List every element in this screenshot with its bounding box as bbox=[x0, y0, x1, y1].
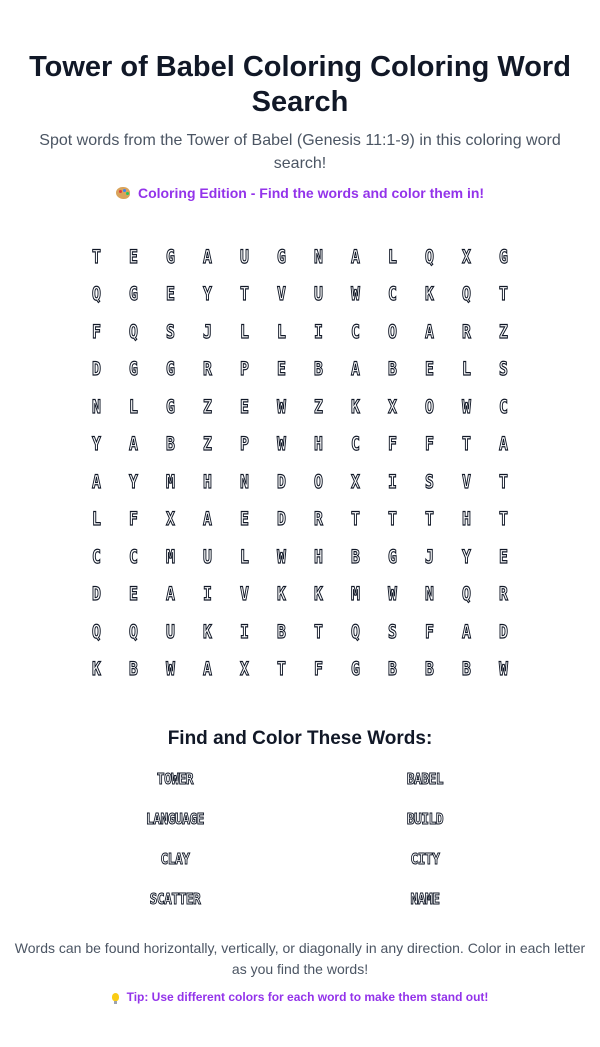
grid-cell[interactable]: A bbox=[499, 433, 508, 456]
grid-cell[interactable]: L bbox=[277, 320, 286, 343]
grid-cell[interactable]: Y bbox=[203, 283, 212, 306]
grid-cell[interactable]: B bbox=[314, 358, 323, 381]
grid-cell[interactable]: H bbox=[314, 545, 323, 568]
grid-cell[interactable]: Q bbox=[351, 620, 360, 643]
grid-cell[interactable]: W bbox=[388, 583, 397, 606]
grid-cell[interactable]: N bbox=[240, 470, 249, 493]
word-list-item: CITY bbox=[410, 850, 440, 868]
grid-cell[interactable]: E bbox=[129, 245, 138, 268]
grid-cell[interactable]: L bbox=[388, 245, 397, 268]
grid-cell[interactable]: E bbox=[499, 545, 508, 568]
grid-cell[interactable]: A bbox=[203, 658, 212, 681]
grid-cell[interactable]: C bbox=[351, 320, 360, 343]
grid-cell[interactable]: C bbox=[499, 395, 508, 418]
letter-grid bbox=[77, 238, 523, 688]
grid-cell[interactable]: T bbox=[499, 283, 508, 306]
grid-cell[interactable]: B bbox=[351, 545, 360, 568]
word-list bbox=[50, 770, 550, 930]
grid-cell[interactable]: W bbox=[277, 545, 286, 568]
palette-icon bbox=[116, 187, 130, 199]
grid-cell[interactable]: D bbox=[499, 620, 508, 643]
grid-cell[interactable]: S bbox=[425, 470, 434, 493]
grid-cell[interactable]: M bbox=[166, 545, 175, 568]
grid-cell[interactable]: B bbox=[277, 620, 286, 643]
grid-cell[interactable]: U bbox=[166, 620, 175, 643]
word-list-item: SCATTER bbox=[149, 890, 201, 908]
word-list-item: LANGUAGE bbox=[145, 810, 205, 828]
grid-cell[interactable]: B bbox=[462, 658, 471, 681]
grid-cell[interactable]: A bbox=[166, 583, 175, 606]
grid-cell[interactable]: F bbox=[425, 620, 434, 643]
grid-cell[interactable]: C bbox=[129, 545, 138, 568]
grid-cell[interactable]: X bbox=[240, 658, 249, 681]
grid-cell[interactable]: N bbox=[92, 395, 101, 418]
grid-cell[interactable]: T bbox=[240, 283, 249, 306]
grid-cell[interactable]: H bbox=[203, 470, 212, 493]
grid-cell[interactable]: B bbox=[425, 658, 434, 681]
grid-cell[interactable]: K bbox=[277, 583, 286, 606]
grid-cell[interactable]: Y bbox=[462, 545, 471, 568]
grid-cell[interactable]: Q bbox=[462, 583, 471, 606]
word-list-item: NAME bbox=[410, 890, 440, 908]
grid-cell[interactable]: W bbox=[277, 433, 286, 456]
grid-cell[interactable]: R bbox=[203, 358, 212, 381]
grid-cell[interactable]: N bbox=[425, 583, 434, 606]
grid-cell[interactable]: P bbox=[240, 358, 249, 381]
grid-cell[interactable]: L bbox=[92, 508, 101, 531]
grid-cell[interactable]: T bbox=[499, 470, 508, 493]
grid-cell[interactable]: E bbox=[166, 283, 175, 306]
grid-cell[interactable]: T bbox=[499, 508, 508, 531]
tip-text: Tip: Use different colors for each word to make them stand out! bbox=[126, 990, 489, 1004]
grid-cell[interactable]: T bbox=[314, 620, 323, 643]
instructions-text: Words can be found horizontally, vertically, or diagonally in any direction. Color in each letter as you find the words! bbox=[14, 940, 586, 977]
grid-cell[interactable]: F bbox=[314, 658, 323, 681]
grid-cell[interactable]: V bbox=[277, 283, 286, 306]
grid-cell[interactable]: W bbox=[462, 395, 471, 418]
grid-cell[interactable]: Y bbox=[92, 433, 101, 456]
grid-cell[interactable]: X bbox=[462, 245, 471, 268]
grid-cell[interactable]: O bbox=[425, 395, 434, 418]
grid-cell[interactable]: V bbox=[240, 583, 249, 606]
grid-cell[interactable]: A bbox=[129, 433, 138, 456]
grid-cell[interactable]: Y bbox=[129, 470, 138, 493]
grid-cell[interactable]: G bbox=[351, 658, 360, 681]
word-list-item: BABEL bbox=[406, 770, 444, 788]
grid-cell[interactable]: W bbox=[277, 395, 286, 418]
grid-cell[interactable]: H bbox=[314, 433, 323, 456]
grid-cell[interactable]: Q bbox=[129, 620, 138, 643]
grid-cell[interactable]: C bbox=[92, 545, 101, 568]
grid-cell[interactable]: A bbox=[203, 508, 212, 531]
grid-cell[interactable]: G bbox=[166, 358, 175, 381]
grid-cell[interactable]: E bbox=[240, 508, 249, 531]
grid-cell[interactable]: D bbox=[92, 358, 101, 381]
grid-cell[interactable]: G bbox=[166, 395, 175, 418]
grid-cell[interactable]: I bbox=[240, 620, 249, 643]
grid-cell[interactable]: V bbox=[462, 470, 471, 493]
word-list-heading: Find and Color These Words: bbox=[167, 728, 433, 749]
grid-cell[interactable]: U bbox=[240, 245, 249, 268]
grid-cell[interactable]: G bbox=[277, 245, 286, 268]
grid-cell[interactable]: X bbox=[388, 395, 397, 418]
page-title: Tower of Babel Coloring Coloring Word Search bbox=[29, 51, 571, 118]
page-subtitle: Spot words from the Tower of Babel (Genesis 11:1-9) in this coloring word search! bbox=[39, 132, 561, 172]
grid-cell[interactable]: B bbox=[388, 658, 397, 681]
grid-cell[interactable]: L bbox=[240, 545, 249, 568]
grid-cell[interactable]: A bbox=[92, 470, 101, 493]
grid-cell[interactable]: Q bbox=[462, 283, 471, 306]
grid-cell[interactable]: I bbox=[314, 320, 323, 343]
grid-cell[interactable]: K bbox=[92, 658, 101, 681]
lightbulb-icon bbox=[112, 993, 119, 1001]
grid-cell[interactable]: B bbox=[129, 658, 138, 681]
grid-cell[interactable]: D bbox=[277, 508, 286, 531]
grid-cell[interactable]: Z bbox=[499, 320, 508, 343]
grid-cell[interactable]: G bbox=[166, 245, 175, 268]
grid-cell[interactable]: R bbox=[499, 583, 508, 606]
edition-text: Coloring Edition - Find the words and color them in! bbox=[137, 185, 485, 201]
grid-cell[interactable]: Z bbox=[203, 395, 212, 418]
grid-cell[interactable]: F bbox=[92, 320, 101, 343]
grid-cell[interactable]: D bbox=[92, 583, 101, 606]
grid-cell[interactable]: X bbox=[166, 508, 175, 531]
grid-cell[interactable]: A bbox=[351, 358, 360, 381]
grid-cell[interactable]: M bbox=[351, 583, 360, 606]
grid-cell[interactable]: W bbox=[166, 658, 175, 681]
grid-cell[interactable]: J bbox=[425, 545, 434, 568]
grid-cell[interactable]: L bbox=[462, 358, 471, 381]
grid-cell[interactable]: S bbox=[499, 358, 508, 381]
grid-cell[interactable]: U bbox=[314, 283, 323, 306]
grid-cell[interactable]: Z bbox=[314, 395, 323, 418]
grid-cell[interactable]: Q bbox=[425, 245, 434, 268]
grid-cell[interactable]: W bbox=[499, 658, 508, 681]
grid-cell[interactable]: L bbox=[129, 395, 138, 418]
word-list-item: BUILD bbox=[406, 810, 444, 828]
grid-cell[interactable]: G bbox=[499, 245, 508, 268]
grid-cell[interactable]: J bbox=[203, 320, 212, 343]
grid-cell[interactable]: T bbox=[277, 658, 286, 681]
grid-cell[interactable]: A bbox=[462, 620, 471, 643]
grid-cell[interactable]: E bbox=[240, 395, 249, 418]
grid-cell[interactable]: G bbox=[129, 283, 138, 306]
grid-cell[interactable]: F bbox=[425, 433, 434, 456]
grid-cell[interactable]: R bbox=[314, 508, 323, 531]
grid-cell[interactable]: N bbox=[314, 245, 323, 268]
grid-cell[interactable]: Z bbox=[203, 433, 212, 456]
grid-cell[interactable]: A bbox=[203, 245, 212, 268]
grid-cell[interactable]: O bbox=[388, 320, 397, 343]
grid-cell[interactable]: M bbox=[166, 470, 175, 493]
grid-cell[interactable]: G bbox=[129, 358, 138, 381]
grid-cell[interactable]: S bbox=[166, 320, 175, 343]
grid-cell[interactable]: I bbox=[203, 583, 212, 606]
grid-cell[interactable]: B bbox=[166, 433, 175, 456]
grid-cell[interactable]: C bbox=[351, 433, 360, 456]
grid-cell[interactable]: X bbox=[351, 470, 360, 493]
grid-cell[interactable]: Q bbox=[92, 620, 101, 643]
grid-cell[interactable]: B bbox=[388, 358, 397, 381]
grid-cell[interactable]: H bbox=[462, 508, 471, 531]
grid-cell[interactable]: Q bbox=[129, 320, 138, 343]
grid-cell[interactable]: T bbox=[388, 508, 397, 531]
grid-cell[interactable]: T bbox=[462, 433, 471, 456]
grid-cell[interactable]: A bbox=[351, 245, 360, 268]
grid-cell[interactable]: K bbox=[314, 583, 323, 606]
grid-cell[interactable]: L bbox=[240, 320, 249, 343]
grid-cell[interactable]: E bbox=[425, 358, 434, 381]
grid-cell[interactable]: D bbox=[277, 470, 286, 493]
grid-cell[interactable]: T bbox=[351, 508, 360, 531]
grid-cell[interactable]: K bbox=[203, 620, 212, 643]
grid-cell[interactable]: F bbox=[129, 508, 138, 531]
grid-cell[interactable]: F bbox=[388, 433, 397, 456]
grid-cell[interactable]: G bbox=[388, 545, 397, 568]
grid-cell[interactable]: A bbox=[425, 320, 434, 343]
grid-cell[interactable]: W bbox=[351, 283, 360, 306]
grid-cell[interactable]: T bbox=[425, 508, 434, 531]
grid-cell[interactable]: R bbox=[462, 320, 471, 343]
word-list-item: TOWER bbox=[156, 770, 194, 788]
word-list-item: CLAY bbox=[160, 850, 190, 868]
grid-cell[interactable]: K bbox=[425, 283, 434, 306]
grid-cell[interactable]: I bbox=[388, 470, 397, 493]
grid-cell[interactable]: P bbox=[240, 433, 249, 456]
tip-banner bbox=[0, 988, 600, 1006]
grid-cell[interactable]: T bbox=[92, 245, 101, 268]
grid-cell[interactable]: Q bbox=[92, 283, 101, 306]
grid-cell[interactable]: S bbox=[388, 620, 397, 643]
grid-cell[interactable]: C bbox=[388, 283, 397, 306]
grid-cell[interactable]: U bbox=[203, 545, 212, 568]
grid-cell[interactable]: E bbox=[277, 358, 286, 381]
grid-cell[interactable]: K bbox=[351, 395, 360, 418]
edition-banner bbox=[0, 183, 600, 203]
grid-cell[interactable]: O bbox=[314, 470, 323, 493]
grid-cell[interactable]: E bbox=[129, 583, 138, 606]
